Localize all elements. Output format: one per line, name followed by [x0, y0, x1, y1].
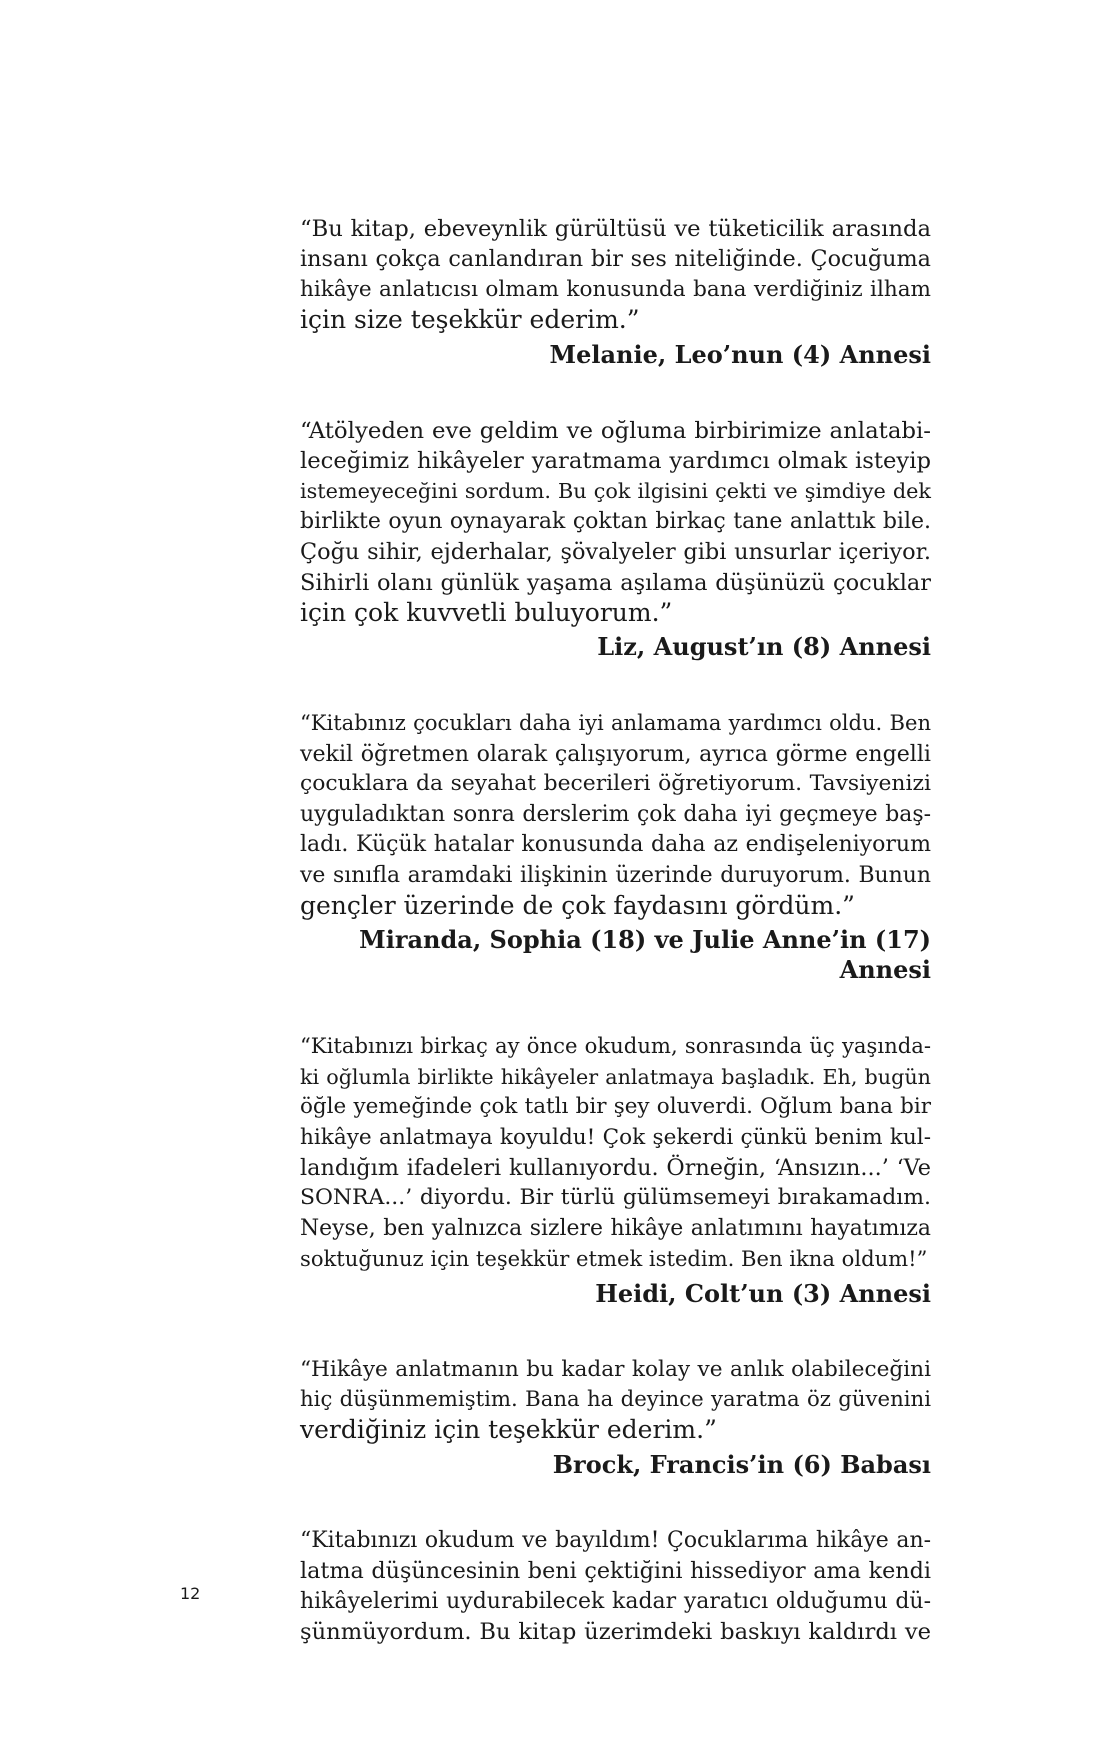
testimonial	[300, 1526, 931, 1648]
testimonial-attribution: Heidi, Colt’un (3) Annesi	[595, 1278, 931, 1308]
section-gap	[300, 1480, 931, 1526]
testimonial-quote	[300, 1031, 931, 1274]
quote-line: Sihirli olanı günlük yaşama aşılama düşünüzü çocuklar	[300, 569, 931, 596]
page-number: 12	[180, 1584, 201, 1603]
section-gap	[300, 985, 931, 1031]
quote-line: SONRA...’ diyordu. Bir türlü gülümsemeyi bırakamadım.	[300, 1185, 931, 1211]
testimonial-attribution: Brock, Francis’in (6) Babası	[552, 1449, 931, 1479]
testimonial	[300, 1355, 931, 1480]
testimonial	[300, 416, 931, 663]
section-gap	[300, 662, 931, 708]
section-gap	[300, 1309, 931, 1355]
quote-line: insanı çokça canlandıran bir ses niteliğinde. Çocuğuma	[300, 246, 931, 273]
testimonial-quote	[300, 214, 931, 336]
quote-line: “Kitabınız çocukları daha iyi anlamama yardımcı oldu. Ben	[300, 710, 931, 736]
testimonial	[300, 1031, 931, 1308]
quote-line: şünmüyordum. Bu kitap üzerimdeki baskıyı kaldırdı ve	[300, 1619, 931, 1645]
quote-line: leceğimiz hikâyeler yaratmama yardımcı olmak isteyip	[300, 448, 931, 475]
quote-line: soktuğunuz için teşekkür etmek istedim. Ben ikna oldum!”	[300, 1246, 928, 1272]
quote-line: birlikte oyun oynayarak çoktan birkaç tane anlattık bile.	[300, 508, 931, 534]
quote-line: “Kitabınızı okudum ve bayıldım! Çocuklarıma hikâye an-	[300, 1527, 931, 1553]
testimonial-quote	[300, 1355, 931, 1446]
quote-line: öğle yemeğinde çok tatlı bir şey oluverdi. Oğlum bana bir	[300, 1094, 931, 1120]
quote-line: landığım ifadeleri kullanıyordu. Örneğin, ‘Ansızın...’ ‘Ve	[300, 1154, 931, 1181]
quote-line: Neyse, ben yalnızca sizlere hikâye anlatımını hayatımıza	[300, 1215, 931, 1241]
testimonial	[300, 708, 931, 985]
section-gap	[300, 370, 931, 416]
testimonial-attribution: Melanie, Leo’nun (4) Annesi	[549, 339, 931, 369]
testimonials-column	[300, 214, 931, 1647]
quote-line: hikâye anlatıcısı olmam konusunda bana verdiğiniz ilham	[300, 276, 931, 302]
quote-line: “Kitabınızı birkaç ay önce okudum, sonrasında üç yaşında-	[300, 1033, 931, 1059]
quote-line: ki oğlumla birlikte hikâyeler anlatmaya başladık. Eh, bugün	[300, 1064, 931, 1089]
quote-line: Çoğu sihir, ejderhalar, şövalyeler gibi unsurlar içeriyor.	[300, 539, 931, 566]
testimonial-attribution: Miranda, Sophia (18) ve Julie Anne’in (17) Annesi	[359, 925, 931, 985]
quote-line: istemeyeceğini sordum. Bu çok ilgisini çekti ve şimdiye dek	[300, 479, 931, 504]
quote-line: hiç düşünmemiştim. Bana ha deyince yaratma öz güvenini	[300, 1386, 931, 1412]
quote-line: verdiğiniz için teşekkür ederim.”	[300, 1415, 717, 1445]
testimonial	[300, 214, 931, 370]
quote-line: latma düşüncesinin beni çektiğini hissediyor ama kendi	[300, 1558, 931, 1585]
quote-line: “Atölyeden eve geldim ve oğluma birbirimize anlatabi-	[300, 417, 931, 444]
quote-line: “Hikâye anlatmanın bu kadar kolay ve anlık olabileceğini	[300, 1356, 931, 1382]
quote-line: uyguladıktan sonra derslerim çok daha iyi geçmeye baş-	[300, 801, 931, 827]
quote-line: hikâye anlatmaya koyuldu! Çok şekerdi çünkü benim kul-	[300, 1124, 931, 1150]
quote-line: vekil öğretmen olarak çalışıyorum, ayrıca görme engelli	[300, 740, 931, 767]
quote-line: çocuklara da seyahat becerileri öğretiyorum. Tavsiyenizi	[300, 771, 931, 797]
quote-line: ve sınıfla aramdaki ilişkinin üzerinde duruyorum. Bunun	[300, 862, 931, 888]
quote-line: için çok kuvvetli buluyorum.”	[300, 598, 673, 628]
quote-line: “Bu kitap, ebeveynlik gürültüsü ve tüketicilik arasında	[300, 216, 931, 242]
quote-line: gençler üzerinde de çok faydasını gördüm.”	[300, 890, 855, 920]
testimonial-attribution: Liz, August’ın (8) Annesi	[597, 632, 931, 662]
quote-line: ladı. Küçük hatalar konusunda daha az endişeleniyorum	[300, 832, 931, 858]
testimonial-quote	[300, 708, 931, 921]
testimonial-quote	[300, 1526, 931, 1648]
quote-line: için size teşekkür ederim.”	[300, 305, 640, 335]
testimonial-quote	[300, 416, 931, 629]
quote-line: hikâyelerimi uydurabilecek kadar yaratıcı olduğumu dü-	[300, 1588, 931, 1614]
